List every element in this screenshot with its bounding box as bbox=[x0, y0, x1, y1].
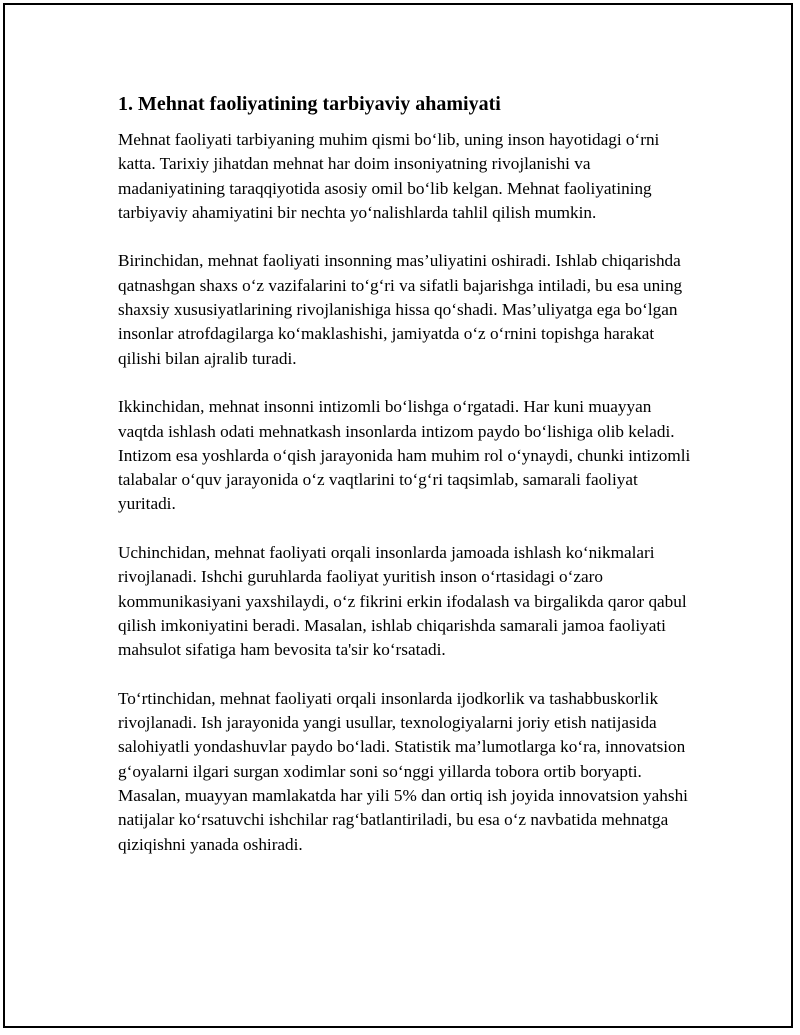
document-body bbox=[118, 90, 698, 881]
paragraph-third-point: Uchinchidan, mehnat faoliyati orqali insonlarda jamoada ishlash ko‘nikmalari rivojlanadi. Ishchi guruhlarda faoliyat yuritish inson o‘rtasidagi o‘zaro kommunikasiyani yaxshilaydi, o‘z fikrini erkin ifodalash va birgalikda qaror qabul qilish imkoniyatini beradi. Masalan, ishlab chiqarishda samarali jamoa faoliyati mahsulot sifatiga ham bevosita ta'sir ko‘rsatadi. bbox=[118, 543, 687, 660]
document-title: 1. Mehnat faoliyatining tarbiyaviy ahamiyati bbox=[118, 93, 501, 115]
paragraph-fourth-point: To‘rtinchidan, mehnat faoliyati orqali insonlarda ijodkorlik va tashabbuskorlik rivojlanadi. Ish jarayonida yangi usullar, texnologiyalarni joriy etish natijasida salohiyatli yondashuvlar paydo bo‘ladi. Statistik ma’lumotlarga ko‘ra, innovatsion g‘oyalarni ilgari surgan xodimlar soni so‘nggi yillarda tobora ortib boryapti. Masalan, muayyan mamlakatda har yili 5% dan ortiq ish joyida innovatsion yahshi natijalar ko‘rsatuvchi ishchilar rag‘batlantiriladi, bu esa o‘z navbatida mehnatga qiziqishni yanada oshiradi. bbox=[118, 688, 688, 854]
paragraph-first-point: Birinchidan, mehnat faoliyati insonning mas’uliyatini oshiradi. Ishlab chiqarishda qatnashgan shaxs o‘z vazifalarini to‘g‘ri va sifatli bajarishga intiladi, bu esa uning shaxsiy xususiyatlarining rivojlanishiga hissa qo‘shadi. Mas’uliyatga ega bo‘lgan insonlar atrofdagilarga ko‘maklashishi, jamiyatda o‘z o‘rnini topishga harakat qilishi bilan ajralib turadi. bbox=[118, 251, 683, 368]
paragraph-second-point: Ikkinchidan, mehnat insonni intizomli bo‘lishga o‘rgatadi. Har kuni muayyan vaqtda ishlash odati mehnatkash insonlarda intizom paydo bo‘lishiga olib keladi. Intizom esa yoshlarda o‘qish jarayonida ham muhim rol o‘ynaydi, chunki intizomli talabalar o‘quv jarayonida o‘z vaqtlarini to‘g‘ri taqsimlab, samarali faoliyat yuritadi. bbox=[118, 397, 691, 514]
paragraph-intro: Mehnat faoliyati tarbiyaning muhim qismi bo‘lib, uning inson hayotidagi o‘rni katta. Tarixiy jihatdan mehnat har doim insoniyatning rivojlanishi va madaniyatining taraqqiyotida asosiy omil bo‘lib kelgan. Mehnat faoliyatining tarbiyaviy ahamiyatini bir nechta yo‘nalishlarda tahlil qilish mumkin. bbox=[118, 130, 660, 222]
